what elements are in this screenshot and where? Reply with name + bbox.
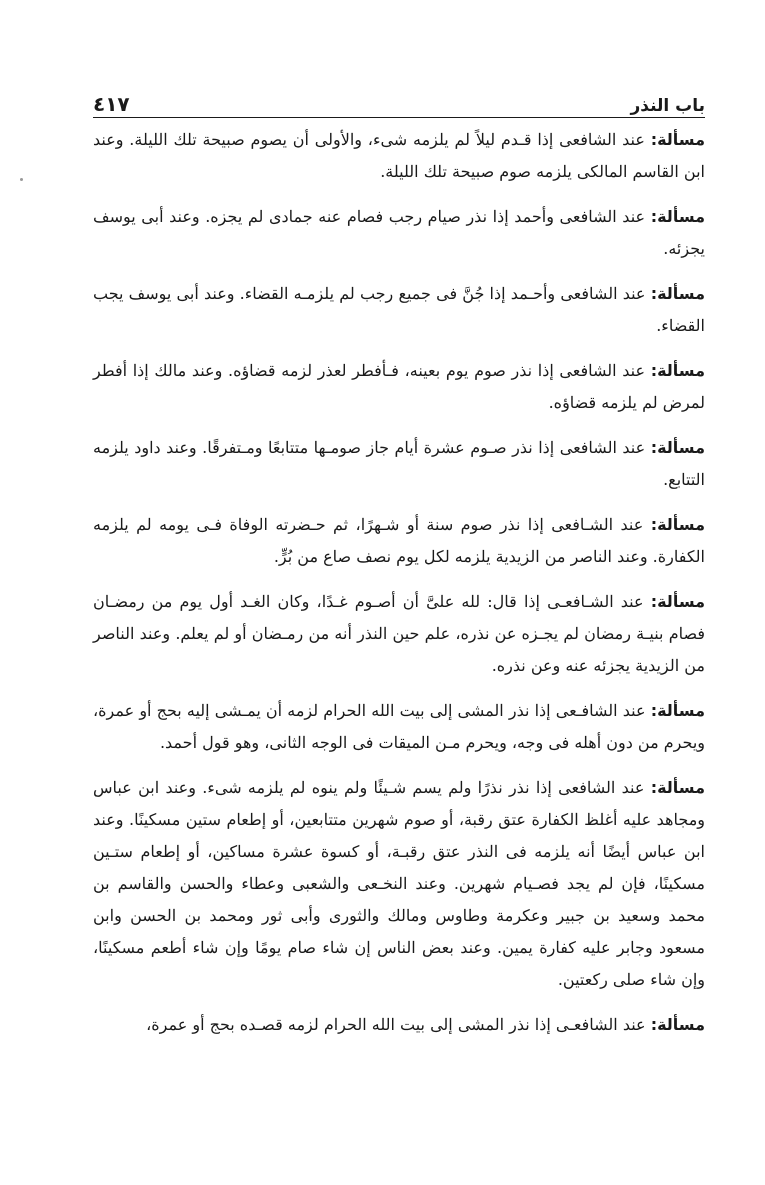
page-number: ٤١٧	[93, 92, 130, 116]
entry-label: مسألة:	[650, 778, 705, 797]
entry-label: مسألة:	[650, 592, 706, 611]
entry-label: مسألة:	[650, 438, 705, 457]
entry-text: عند الشافعى إذا نذر نذرًا ولم يسم شـيئًا ولم ينوه لم يلزمه شىء. وعند ابن عباس ومجاهد عليه أغلظ الكفارة عتق رقبة، أو صوم شهرين متتابعين، أو إطعام ستين مسكينًا. وعند ابن عباس أيضًا أنه يلزمه فى النذر عتق رقبـة، أو كسوة عشرة مساكين، أو إطعام ستـين مسكينًا، فإن لم يجد فصـيام شهرين. وعند النخـعى والشعبى وعطاء والحسن والقاسم بن محمد وسعيد بن جبير وعكرمة وطاوس ومالك والثورى وأبى ثور ومحمد بن الحسن وابن مسعود وجابر عليه كفارة يمين. وعند بعض الناس إن شاء صام يومًا وإن شاء أطعم مسكينًا، وإن شاء صلى ركعتين.	[93, 778, 705, 989]
entry-5	[93, 432, 705, 496]
entry-text: عند الشافعى إذا نذر صوم يوم بعينه، فـأفطر لعذر لزمه قضاؤه. وعند مالك إذا أفطر لمرض لم يلزمه قضاؤه.	[93, 361, 705, 412]
entry-text: عند الشافعى إذا نذر صـوم عشرة أيام جاز صومـها متتابعًا ومـتفرقًا. وعند داود يلزمه التتابع.	[93, 438, 705, 489]
page-body	[93, 124, 705, 1054]
entry-label: مسألة:	[650, 284, 705, 303]
entry-text: عند الشافعى وأحـمد إذا جُنَّ فى جميع رجب لم يلزمـه القضاء. وعند أبى يوسف يجب القضاء.	[93, 284, 705, 335]
entry-label: مسألة:	[650, 207, 706, 226]
entry-2	[93, 201, 705, 265]
entry-label: مسألة:	[650, 701, 705, 720]
entry-7	[93, 586, 705, 682]
header-divider	[93, 117, 705, 118]
entry-text: عند الشافعى إذا قـدم ليلاً لم يلزمه شىء، والأولى أن يصوم صبيحة تلك الليلة. وعند ابن القاسم المالكى يلزمه صوم صبيحة تلك الليلة.	[93, 130, 705, 181]
entry-label: مسألة:	[650, 130, 705, 149]
entry-4	[93, 355, 705, 419]
entry-text: عند الشـافعى إذا نذر صوم سنة أو شـهرًا، ثم حـضرته الوفاة فـى يومه لم يلزمه الكفارة. وعند الناصر من الزيدية يلزمه لكل يوم نصف صاع من بُرٍّ.	[93, 515, 705, 566]
entry-text: عند الشـافعـى إذا قال: لله علىَّ أن أصـوم غـدًا، وكان الغـد أول يوم من رمضـان فصام بنيـة رمضان لم يجـزه عن نذره، علم حين النذر أنه من رمـضان أو لم يعلم. وعند الناصر من الزيدية يجزئه عنه وعن نذره.	[93, 592, 706, 675]
entry-9	[93, 772, 705, 996]
entry-label: مسألة:	[650, 515, 705, 534]
entry-8	[93, 695, 705, 759]
entry-label: مسألة:	[650, 1015, 705, 1034]
entry-3	[93, 278, 705, 342]
entry-10	[93, 1009, 705, 1041]
entry-text: عند الشافـعى إذا نذر المشى إلى بيت الله الحرام لزمه أن يمـشى إليه بحج أو عمرة، ويحرم من دون أهله فى وجه، ويحرم مـن الميقات فى الوجه الثانى، وهو قول أحمد.	[93, 701, 705, 752]
entry-6	[93, 509, 705, 573]
entry-1	[93, 124, 705, 188]
entry-text: عند الشافعـى إذا نذر المشى إلى بيت الله الحرام لزمه قصـده بحج أو عمرة،	[146, 1015, 646, 1034]
chapter-title: باب النذر	[630, 96, 705, 116]
running-header	[93, 88, 705, 116]
entry-label: مسألة:	[650, 361, 705, 380]
entry-text: عند الشافعى وأحمد إذا نذر صيام رجب فصام عنه جمادى لم يجزه. وعند أبى يوسف يجزئه.	[93, 207, 705, 258]
margin-mark	[20, 178, 23, 181]
